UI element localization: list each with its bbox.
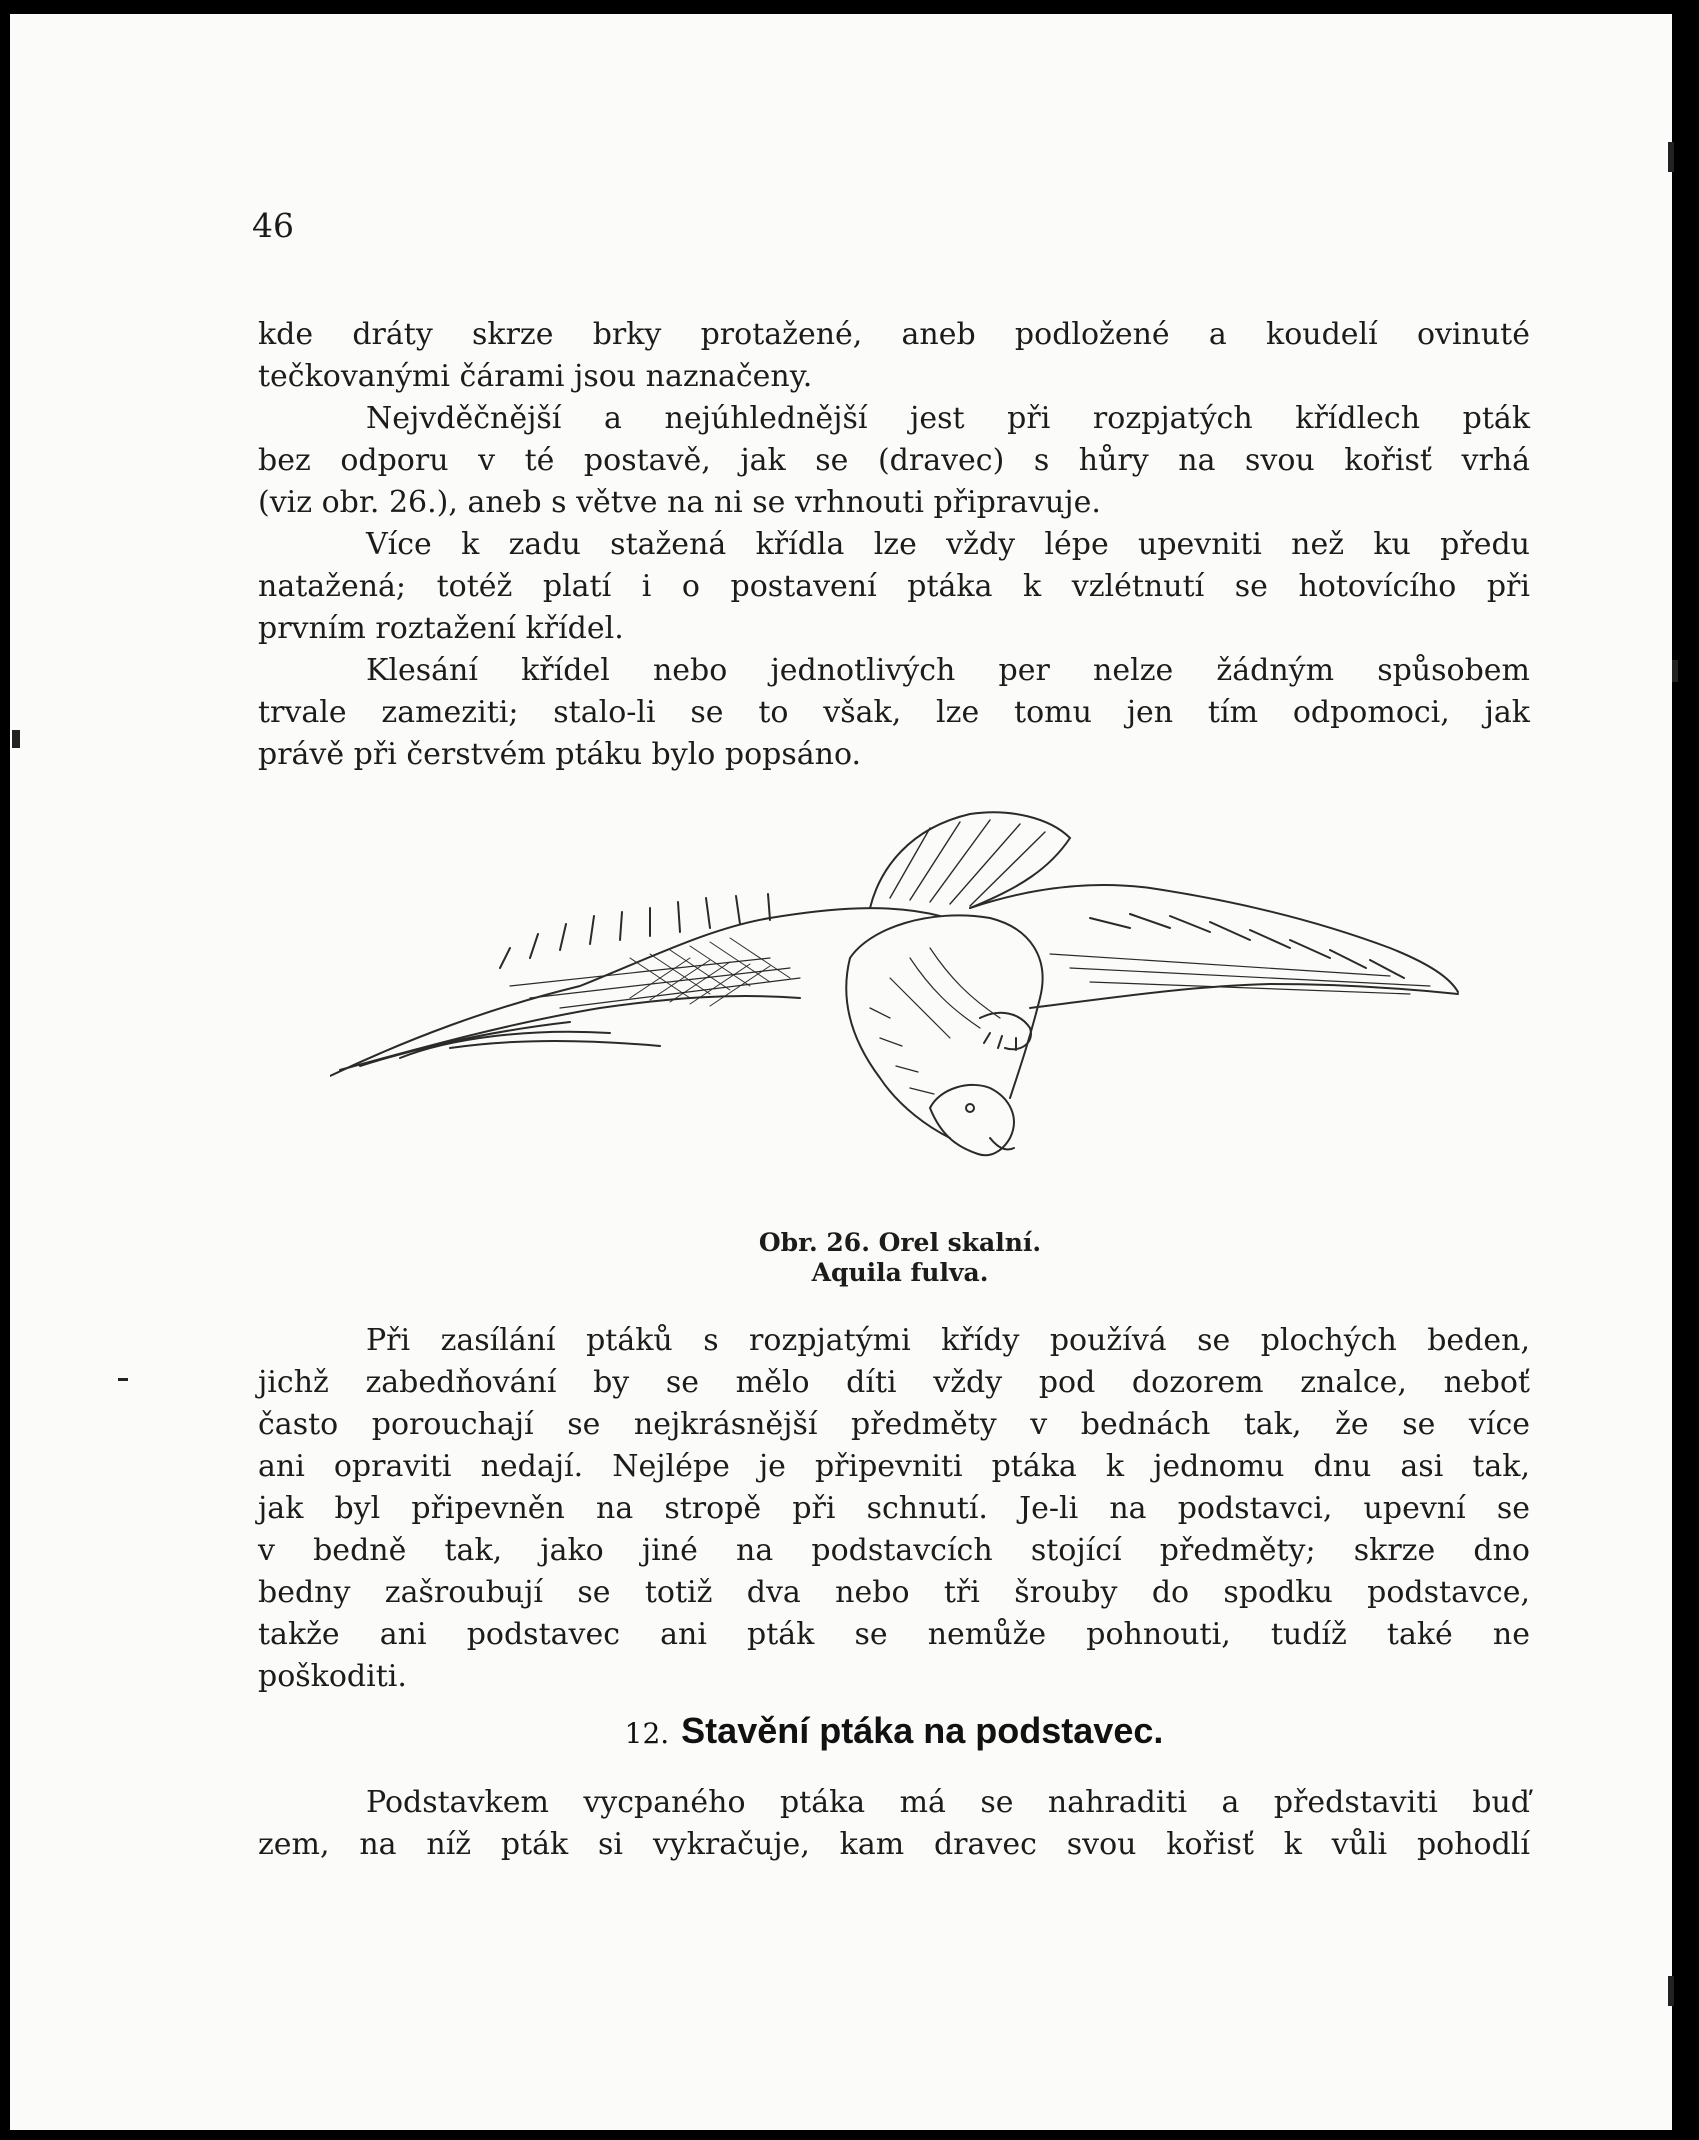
eagle-illustration xyxy=(330,808,1460,1208)
paragraph-drooping xyxy=(258,650,1530,776)
text-line: jak byl připevněn na stropě při schnutí. Je-li na podstavci, upevní se xyxy=(258,1491,1530,1526)
text-line: trvale zameziti; stalo-li se to však, lze tomu jen tím odpomoci, jak xyxy=(258,695,1530,730)
section-title: Stavění ptáka na podstavec. xyxy=(681,1710,1164,1751)
text-line: zem, na níž pták si vykračuje, kam dravec svou kořisť k vůli pohodlí xyxy=(258,1827,1530,1862)
text-line: bez odporu v té postavě, jak se (dravec) s hůry na svou kořisť vrhá xyxy=(258,443,1530,478)
paragraph-wire-hints xyxy=(258,314,1530,398)
eagle-head xyxy=(930,1085,1014,1155)
text-line: poškoditi. xyxy=(258,1659,407,1694)
scan-speck xyxy=(12,730,20,748)
scan-speck xyxy=(1672,660,1678,682)
text-line: ani opraviti nedají. Nejlépe je připevniti ptáka k jednomu dnu asi tak, xyxy=(258,1449,1530,1484)
text-line: Při zasílání ptáků s rozpjatými křídy používá se plochých beden, xyxy=(366,1323,1530,1358)
text-line: jichž zabedňování by se mělo díti vždy pod dozorem znalce, neboť xyxy=(258,1365,1530,1400)
text-line: bedny zašroubují se totiž dva nebo tři šrouby do spodku podstavce, xyxy=(258,1575,1530,1610)
page-number: 46 xyxy=(252,206,294,245)
text-line: Nejvděčnější a nejúhlednější jest při rozpjatých křídlech pták xyxy=(366,401,1530,436)
tail xyxy=(870,812,1070,908)
text-line: (viz obr. 26.), aneb s větve na ni se vrhnouti připravuje. xyxy=(258,485,1101,520)
text-line: v bedně tak, jako jiné na podstavcích stojící předměty; skrze dno xyxy=(258,1533,1530,1568)
paragraph-shipping xyxy=(258,1320,1530,1698)
eagle-body xyxy=(850,915,1043,1098)
text-line: Klesání křídel nebo jednotlivých per nelze žádným spůsobem xyxy=(366,653,1530,688)
scan-speck xyxy=(118,1378,128,1381)
talons xyxy=(980,1013,1031,1050)
text-line: kde dráty skrze brky protažené, aneb podložené a koudelí ovinuté xyxy=(258,317,1530,352)
text-line: natažená; totéž platí i o postavení ptáka k vzlétnutí se hotovícího při xyxy=(258,569,1530,604)
scan-speck xyxy=(1668,1976,1674,2006)
text-line: prvním roztažení křídel. xyxy=(258,611,624,646)
text-line: často porouchají se nejkrásnější předměty v bednách tak, že se více xyxy=(258,1407,1530,1442)
text-line: právě při čerstvém ptáku bylo popsáno. xyxy=(258,737,862,772)
figure-caption-title: Obr. 26. Orel skalní. xyxy=(758,1228,1042,1257)
text-line: tečkovanými čárami jsou naznačeny. xyxy=(258,359,813,394)
text-line: takže ani podstavec ani pták se nemůže pohnouti, tudíž také ne xyxy=(258,1617,1530,1652)
text-line: Podstavkem vycpaného ptáka má se nahraditi a představiti buď xyxy=(366,1785,1530,1820)
paragraph-wing-fixing xyxy=(258,524,1530,650)
text-line: Více k zadu stažená křídla lze vždy lépe upevniti než ku předu xyxy=(366,527,1530,562)
paragraph-pedestal xyxy=(258,1782,1530,1866)
section-number: 12. xyxy=(624,1717,670,1750)
scan-speck xyxy=(1668,142,1674,172)
paragraph-spread-wings xyxy=(258,398,1530,524)
figure-caption-latin: Aquila fulva. xyxy=(811,1258,989,1287)
section-heading xyxy=(258,1710,1530,1752)
